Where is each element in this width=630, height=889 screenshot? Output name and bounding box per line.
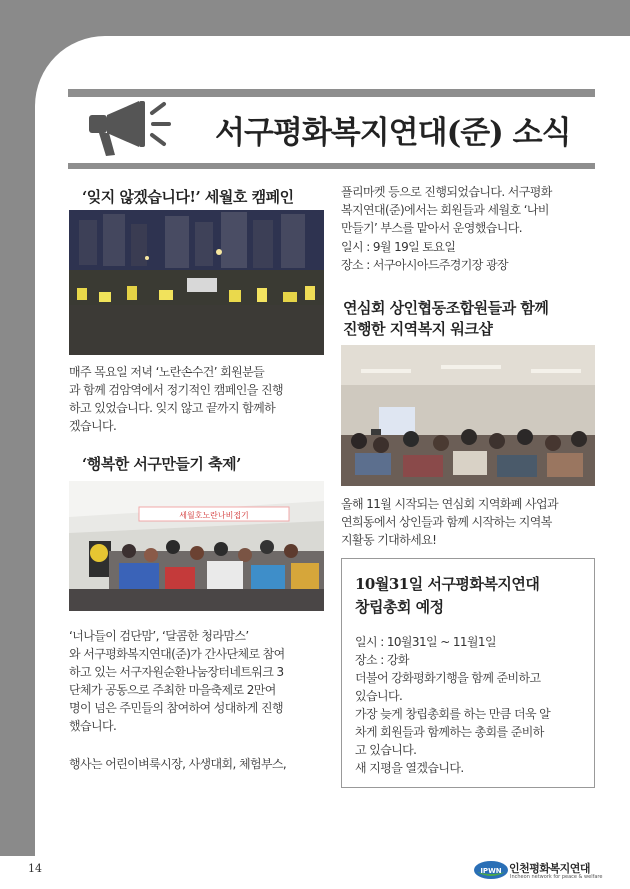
logo-mark-text: IPWN [480,867,502,875]
sewol-campaign-text: 매주 목요일 저녁 ‘노란손수건’ 회원분들 과 함께 검암역에서 정기적인 캠페인을 진행 하고 있었습니다. 잊지 않고 끝까지 함께하 겠습니다. [69,365,283,433]
founding-assembly-box [341,558,595,788]
megaphone-icon [85,99,175,159]
logo-tagline: Incheon network for peace & welfare [510,874,603,880]
festival-date: 일시 : 9월 19일 토요일 [341,240,456,254]
workshop-photo [341,345,595,486]
workshop-text: 올해 11월 시작되는 연심회 지역화폐 사업과 연희동에서 상인들과 함께 시작하는 지역복 지활동 기대하세요! [341,497,559,547]
festival-heading: ‘행복한 서구만들기 축제’ [82,455,241,473]
founding-text: 더불어 강화평화기행을 함께 준비하고 있습니다. 가장 늦게 창립총회를 하는 만큼 더욱 알 차게 회원들과 함께하는 총회를 준비하 고 있습니다. 새 지평을 열겠습니다. [355,671,551,775]
header-top-rule [68,89,595,97]
festival-text-right-continued: 플리마켓 등으로 진행되었습니다. 서구평화 복지연대(준)에서는 회원들과 세월호 ‘나비 만들기’ 부스를 맡아서 운영했습니다. [341,185,552,235]
founding-date: 일시 : 10월31일 ~ 11월1일 [355,635,496,649]
festival-banner-text: 세월호노란나비접기 [179,511,249,520]
founding-heading-line1: 10월31일 서구평화복지연대 [355,575,540,593]
sewol-campaign-heading: ‘잊지 않겠습니다!’ 세월호 캠페인 [82,188,294,206]
workshop-heading-line1: 연심회 상인협동조합원들과 함께 [343,299,549,317]
workshop-heading-line2: 진행한 지역복지 워크샵 [343,320,493,338]
festival-text-continued: 행사는 어린이벼룩시장, 사생대회, 체험부스, [69,757,287,771]
header-bottom-rule [68,163,595,169]
festival-text: ‘너나들이 검단맘’, ‘달콤한 청라맘스’ 와 서구평화복지연대(준)가 간사단체로 참여 하고 있는 서구자원순환나눔장터네트워크 3 단체가 공동으로 주최한 마을축제로 2만여 명이 넘은 주민들의 참여하여 성대하게 진행 했습니다. [69,629,285,733]
page-number: 14 [28,862,42,875]
page-title: 서구평화복지연대(준) 소식 [215,115,571,151]
founding-place: 장소 : 강화 [355,653,409,667]
sewol-campaign-photo [69,210,324,355]
organization-logo [473,858,603,884]
festival-place: 장소 : 서구아시아드주경기장 광장 [341,258,508,272]
ipwn-logo-icon [473,860,509,880]
founding-heading-line2: 창립총회 예정 [355,598,444,616]
logo-name: 인천평화복지연대 [509,862,591,875]
festival-photo [69,481,324,611]
